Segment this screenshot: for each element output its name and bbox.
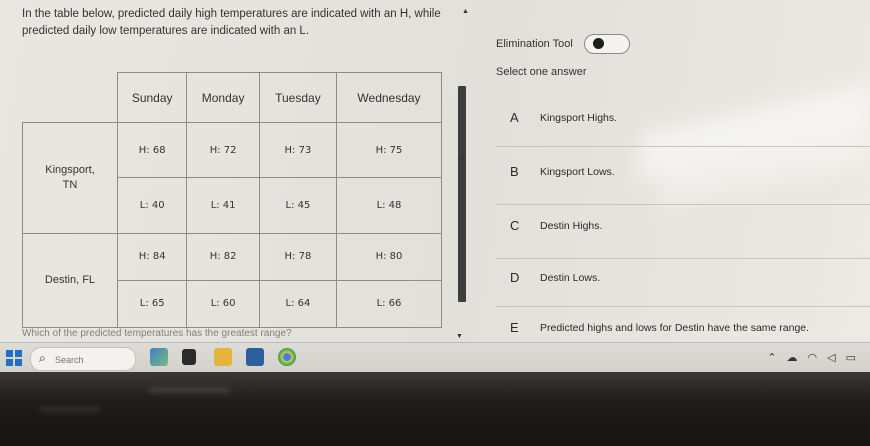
store-icon[interactable] [246, 348, 264, 366]
high-temp-cell: H: 84 [118, 233, 187, 280]
city-name-line1: Destin, FL [44, 273, 96, 286]
answer-option-d[interactable] [496, 268, 870, 292]
answer-option-b[interactable] [496, 162, 870, 186]
elimination-tool-toggle[interactable] [584, 34, 630, 54]
temperature-table [22, 72, 442, 328]
option-letter: C [510, 218, 520, 233]
answer-option-e[interactable] [496, 318, 870, 342]
high-temp-cell: H: 82 [187, 233, 260, 280]
option-letter: A [510, 110, 519, 125]
windows-start-icon[interactable] [6, 350, 22, 366]
elimination-tool-label: Elimination Tool [496, 38, 573, 50]
answer-option-c[interactable] [496, 216, 870, 240]
chevron-up-icon[interactable]: ⌃ [767, 352, 777, 364]
file-explorer-icon[interactable] [214, 348, 232, 366]
photo-foreground-desk [0, 372, 870, 446]
toggle-knob [593, 38, 604, 49]
low-temp-cell: L: 48 [336, 178, 441, 233]
option-divider [496, 306, 870, 307]
high-temp-cell: H: 78 [259, 233, 336, 280]
option-letter: E [510, 320, 519, 335]
table-corner-cell [23, 73, 118, 123]
option-letter: D [510, 270, 520, 285]
low-temp-cell: L: 64 [259, 280, 336, 327]
system-tray [767, 351, 856, 364]
low-temp-cell: L: 65 [118, 280, 187, 327]
collapse-caret-icon[interactable]: ▲ [462, 8, 469, 15]
table-row [23, 233, 442, 280]
option-divider [496, 204, 870, 205]
low-temp-cell: L: 60 [187, 280, 260, 327]
battery-icon[interactable]: ▭ [845, 352, 856, 364]
taskbar-search[interactable] [30, 347, 136, 371]
cloud-icon[interactable]: ☁ [786, 352, 798, 364]
table-header-row [23, 73, 442, 123]
option-text: Predicted highs and lows for Destin have the same range. [540, 322, 810, 334]
option-text: Kingsport Lows. [540, 166, 615, 178]
table-header-day: Wednesday [336, 73, 441, 123]
light-streak [40, 408, 100, 411]
table-row [23, 123, 442, 178]
low-temp-cell: L: 40 [118, 178, 187, 233]
low-temp-cell: L: 41 [187, 178, 260, 233]
option-text: Kingsport Highs. [540, 112, 618, 124]
task-view-icon[interactable] [182, 349, 196, 365]
search-icon: ⌕ [39, 351, 46, 365]
city-name-line1: Kingsport, [45, 163, 95, 176]
resize-grip-icon[interactable]: ≡ [458, 154, 465, 166]
chrome-icon[interactable] [278, 348, 296, 366]
answer-prompt: Select one answer [496, 66, 587, 78]
table-header-day: Sunday [118, 73, 187, 123]
wifi-icon[interactable]: ◠ [807, 352, 818, 364]
city-cell-kingsport [23, 123, 118, 234]
search-input[interactable] [53, 351, 133, 369]
answer-option-a[interactable] [496, 108, 870, 132]
high-temp-cell: H: 73 [259, 123, 336, 178]
city-cell-destin [23, 233, 118, 327]
high-temp-cell: H: 72 [187, 123, 260, 178]
table-header-day: Tuesday [259, 73, 336, 123]
widgets-icon[interactable] [150, 348, 168, 366]
table-header-day: Monday [187, 73, 260, 123]
option-letter: B [510, 164, 519, 179]
taskbar [0, 342, 870, 373]
question-text: In the table below, predicted daily high temperatures are indicated with an H, while predicted daily low temperatures are indicated with an L. [22, 8, 441, 37]
high-temp-cell: H: 80 [336, 233, 441, 280]
city-name-line2: TN [62, 178, 78, 191]
option-text: Destin Highs. [540, 220, 603, 232]
followup-question: Which of the predicted temperatures has the greatest range? [22, 328, 292, 339]
light-streak [150, 388, 230, 392]
low-temp-cell: L: 45 [259, 178, 336, 233]
option-divider [496, 146, 870, 147]
scroll-down-caret-icon[interactable]: ▼ [456, 333, 463, 340]
high-temp-cell: H: 75 [336, 123, 441, 178]
volume-icon[interactable]: ◁ [827, 352, 836, 364]
panel-divider-scrollbar[interactable] [458, 86, 466, 302]
option-text: Destin Lows. [540, 272, 601, 284]
option-divider [496, 258, 870, 259]
high-temp-cell: H: 68 [118, 123, 187, 178]
low-temp-cell: L: 66 [336, 280, 441, 327]
